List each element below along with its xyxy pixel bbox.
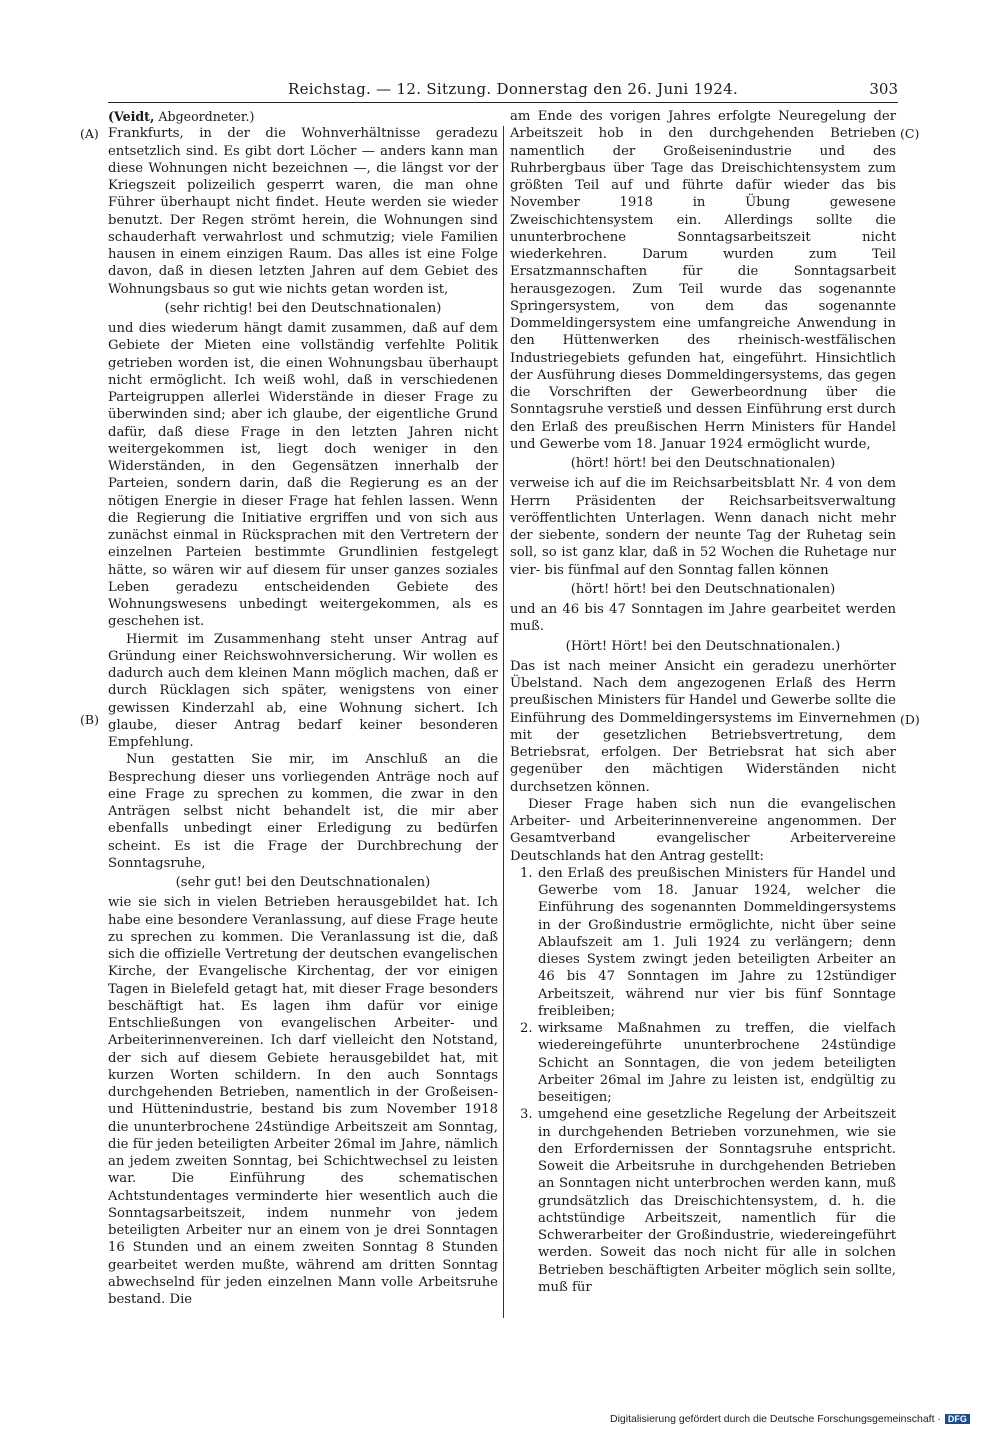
paragraph: Das ist nach meiner Ansicht ein geradezu unerhörter Übelstand. Nach dem angezogenen Erlaß des Herrn preußischen Ministers für Handel und Gewerbe sollte die Einführung des Dommeldingersystems im Einvernehmen mit der gesetzlichen Betriebsvertretung, dem Betriebsrat, erfolgen. Der Betriebsrat hat sich aber gegenüber den mächtigen Widerständen nicht durchsetzen können. [510,658,896,795]
list-text: den Erlaß des preußischen Ministers für Handel und Gewerbe vom 18. Januar 1924, welcher die Einführung des sogenannten Dommeldingersystems in der Großindustrie ermöglichte, nicht über seine Ablaufszeit am 1. Juli 1924 zu verlängern; denn dieses System zwingt jeden beteiligten Arbeiter an 46 bis 47 Sonntagen im Jahre zu 12stündiger Arbeitszeit, während nur vier bis fünf Sonntage freibleiben; [538,865,896,1019]
page-number: 303 [869,80,898,98]
speaker-line [108,108,498,125]
paragraph: und dies wiederum hängt damit zusammen, daß auf dem Gebiete der Mieten eine vollständig verfehlte Politik getrieben worden ist, die einen Wohnungsbau überhaupt nicht ermöglicht. Ich weiß wohl, daß in verschiedenen Parteigruppen allerlei Widerstände in dieser Frage zu überwinden sind; aber ich glaube, der eigentliche Grund dafür, daß diese Frage in den letzten Jahren nicht weitergekommen ist, liegt doch weniger in den Widerständen, in den Gegensätzen innerhalb der Parteien, sondern darin, daß die Regierung es an der nötigen Energie in dieser Frage hat fehlen lassen. Wenn die Regierung die Initiative ergriffen und von sich aus zunächst einmal in Rücksprachen mit den Vertretern der einzelnen Parteien bestimmte Grundlinien festgelegt hätte, so wären wir auf diesem für unser ganzes soziales Leben geradezu entscheidenden Gebiete des Wohnungswesens unbedingt weitergekommen, als es geschehen ist. [108,321,498,630]
paragraph: und an 46 bis 47 Sonntagen im Jahre gearbeitet werden muß. [510,602,896,635]
interjection: (hört! hört! bei den Deutschnationalen) [570,581,836,597]
margin-marker-d: (D) [900,712,920,727]
right-column [510,108,896,1296]
paragraph: am Ende des vorigen Jahres erfolgte Neuregelung der Arbeitszeit hob in den durchgehenden Betrieben namentlich der Großeisenindustrie und des Ruhrbergbaus über Tage das Dreischichtensystem zum größten Teil auf und führte dafür wieder das bis November 1918 in Übung gewesene Zweischichtensystem ein. Allerdings sollte die ununterbrochene Sonntagsarbeitszeit nicht wiederkehren. Darum wurden zum Teil Ersatzmannschaften für die Sonntagsarbeit herausgezogen. Zum Teil wurde das sogenannte Springersystem, von dem das sogenannte Dommeldingersystem eine umfangreiche Anwendung in den Hüttenwerken des rheinisch-westfälischen Industriegebiets gefunden hat, eingeführt. Hinsichtlich der Ausführung dieses Dommeldingersystems, das gegen die Vorschriften der Gewerbeordnung über die Sonntagsruhe verstieß und dessen Einführung erst durch den Erlaß des preußischen Herrn Ministers für Handel und Gewerbe vom 18. Januar 1924 ermöglicht wurde, [510,109,896,452]
margin-marker-a: (A) [80,126,99,141]
margin-marker-c: (C) [900,126,920,141]
left-column [108,108,498,1308]
list-number: 1. [520,865,533,881]
margin-marker-b: (B) [80,712,99,727]
list-number: 2. [520,1021,533,1036]
column-divider [503,126,504,1318]
running-head: Reichstag. — 12. Sitzung. Donnerstag den 26. Juni 1924. [288,80,739,98]
footer [610,1413,970,1425]
dfg-logo: DFG [945,1414,970,1424]
list-text: umgehend eine gesetzliche Regelung der Arbeitszeit in durchgehenden Betrieben vorzunehmen, wie sie den Erfordernissen der Sonntagsruhe entspricht. Soweit die Arbeitsruhe in durchgehenden Betrieben an Sonntagen nicht unterbrochen werden kann, muß grundsätzlich das Dreischichtensystem, d. h. die achtstündige Arbeitszeit, namentlich für die Schwerarbeiter der Großindustrie, wiedereingeführt werden. Soweit das noch nicht für alle in solchen Betrieben beschäftigten Arbeiter möglich sein sollte, muß für [538,1107,896,1295]
paragraph: verweise ich auf die im Reichsarbeitsblatt Nr. 4 von dem Herrn Präsidenten der Reichsarbeitsverwaltung veröffentlichten Unterlagen. Wenn danach nicht mehr der siebente, sondern der neunte Tag der Ruhetag sein soll, so ist ganz klar, daß in 52 Wochen die Ruhetage nur vier- bis fünfmal auf den Sonntag fallen können [510,476,896,578]
list-item [510,1106,896,1296]
speaker-name: (Veidt, [108,109,155,124]
interjection: (sehr richtig! bei den Deutschnationalen) [164,300,442,316]
list-text: wirksame Maßnahmen zu treffen, die vielfach wiedereingeführte ununterbrochene 24stündige Schicht an Sonntagen, die von jedem beteiligten Arbeiter 26mal im Jahre zu leisten ist, endgültig zu beseitigen; [538,1021,896,1105]
list-item [510,1020,896,1106]
paragraph: Nun gestatten Sie mir, im Anschluß an die Besprechung dieser uns vorliegenden Anträge noch auf eine Frage zu sprechen zu kommen, die zwar in den Anträgen selbst nicht behandelt ist, die mir aber ebenfalls unbedingt einer Erledigung zu bedürfen scheint. Es ist die Frage der Durchbrechung der Sonntagsruhe, [108,752,498,871]
speaker-role: Abgeordneter.) [158,109,255,124]
interjection: (Hört! Hört! bei den Deutschnationalen.) [565,638,841,654]
demand-list [510,865,896,1296]
interjection: (sehr gut! bei den Deutschnationalen) [175,875,431,890]
funding-note: Digitalisierung gefördert durch die Deutsche Forschungsgemeinschaft · [610,1413,941,1425]
list-item [510,865,896,1020]
interjection: (hört! hört! bei den Deutschnationalen) [570,456,836,471]
paragraph: wie sie sich in vielen Betrieben herausgebildet hat. Ich habe eine besondere Veranlassung, auf diese Frage heute zu sprechen zu kommen. Die Veranlassung ist die, daß sich die offizielle Vertretung der deutschen evangelischen Kirche, der Evangelische Kirchentag, der vor einigen Tagen in Bielefeld getagt hat, mit dieser Frage besonders beschäftigt hat. Es lagen ihm dafür vor einige Entschließungen von evangelischen Arbeiter- und Arbeiterinnenvereinen. Ich darf vielleicht den Notstand, der sich auf diesem Gebiete herausgebildet hat, mit kurzen Worten schildern. In den auch Sonntags durchgehenden Betrieben, namentlich in der Großeisen- und Hüttenindustrie, bestand bis zum November 1918 die ununterbrochene 24stündige Arbeitszeit am Sonntag, die für jeden beteiligten Arbeiter 26mal im Jahre, nämlich an jedem zweiten Sonntag, bei Schichtwechsel zu leisten war. Die Einführung des schematischen Achtstundentages verminderte hier wesentlich auch die Sonntagsarbeitszeit, indem nunmehr von jedem beteiligten Arbeiter nur an einem von je drei Sonntagen 16 Stunden und an einem zweiten Sonntag 8 Stunden gearbeitet werden mußte, während am dritten Sonntag abwechselnd für jeden einzelnen Mann volle Arbeitsruhe bestand. Die [108,895,498,1307]
paragraph: Frankfurts, in der die Wohnverhältnisse geradezu entsetzlich sind. Es gibt dort Löcher — anders kann man diese Wohnungen nicht bezeichnen —, die längst vor der Kriegszeit polizeilich gesperrt waren, die man ohne Führer überhaupt nicht findet. Heute werden sie wieder benutzt. Der Regen strömt herein, die Wohnungen sind schauderhaft verwahrlost und schmutzig; viele Familien hausen in einem einzigen Raum. Das alles ist eine Folge davon, daß in diesen letzten Jahren auf dem Gebiet des Wohnungsbaus so gut wie nichts getan worden ist, [108,126,498,297]
page-header [108,80,898,103]
paragraph: Hiermit im Zusammenhang steht unser Antrag auf Gründung einer Reichswohnversicherung. Wir wollen es dadurch auch dem kleinen Mann möglich machen, daß er durch Rücklagen sich später, wenigstens von einer gewissen Kinderzahl ab, eine Wohnung sichert. Ich glaube, dieser Antrag bedarf keiner besonderen Empfehlung. [108,631,498,750]
paragraph: Dieser Frage haben sich nun die evangelischen Arbeiter- und Arbeiterinnenvereine angenommen. Der Gesamtverband evangelischer Arbeitervereine Deutschlands hat den Antrag gestellt: [510,796,896,864]
list-number: 3. [520,1107,533,1123]
